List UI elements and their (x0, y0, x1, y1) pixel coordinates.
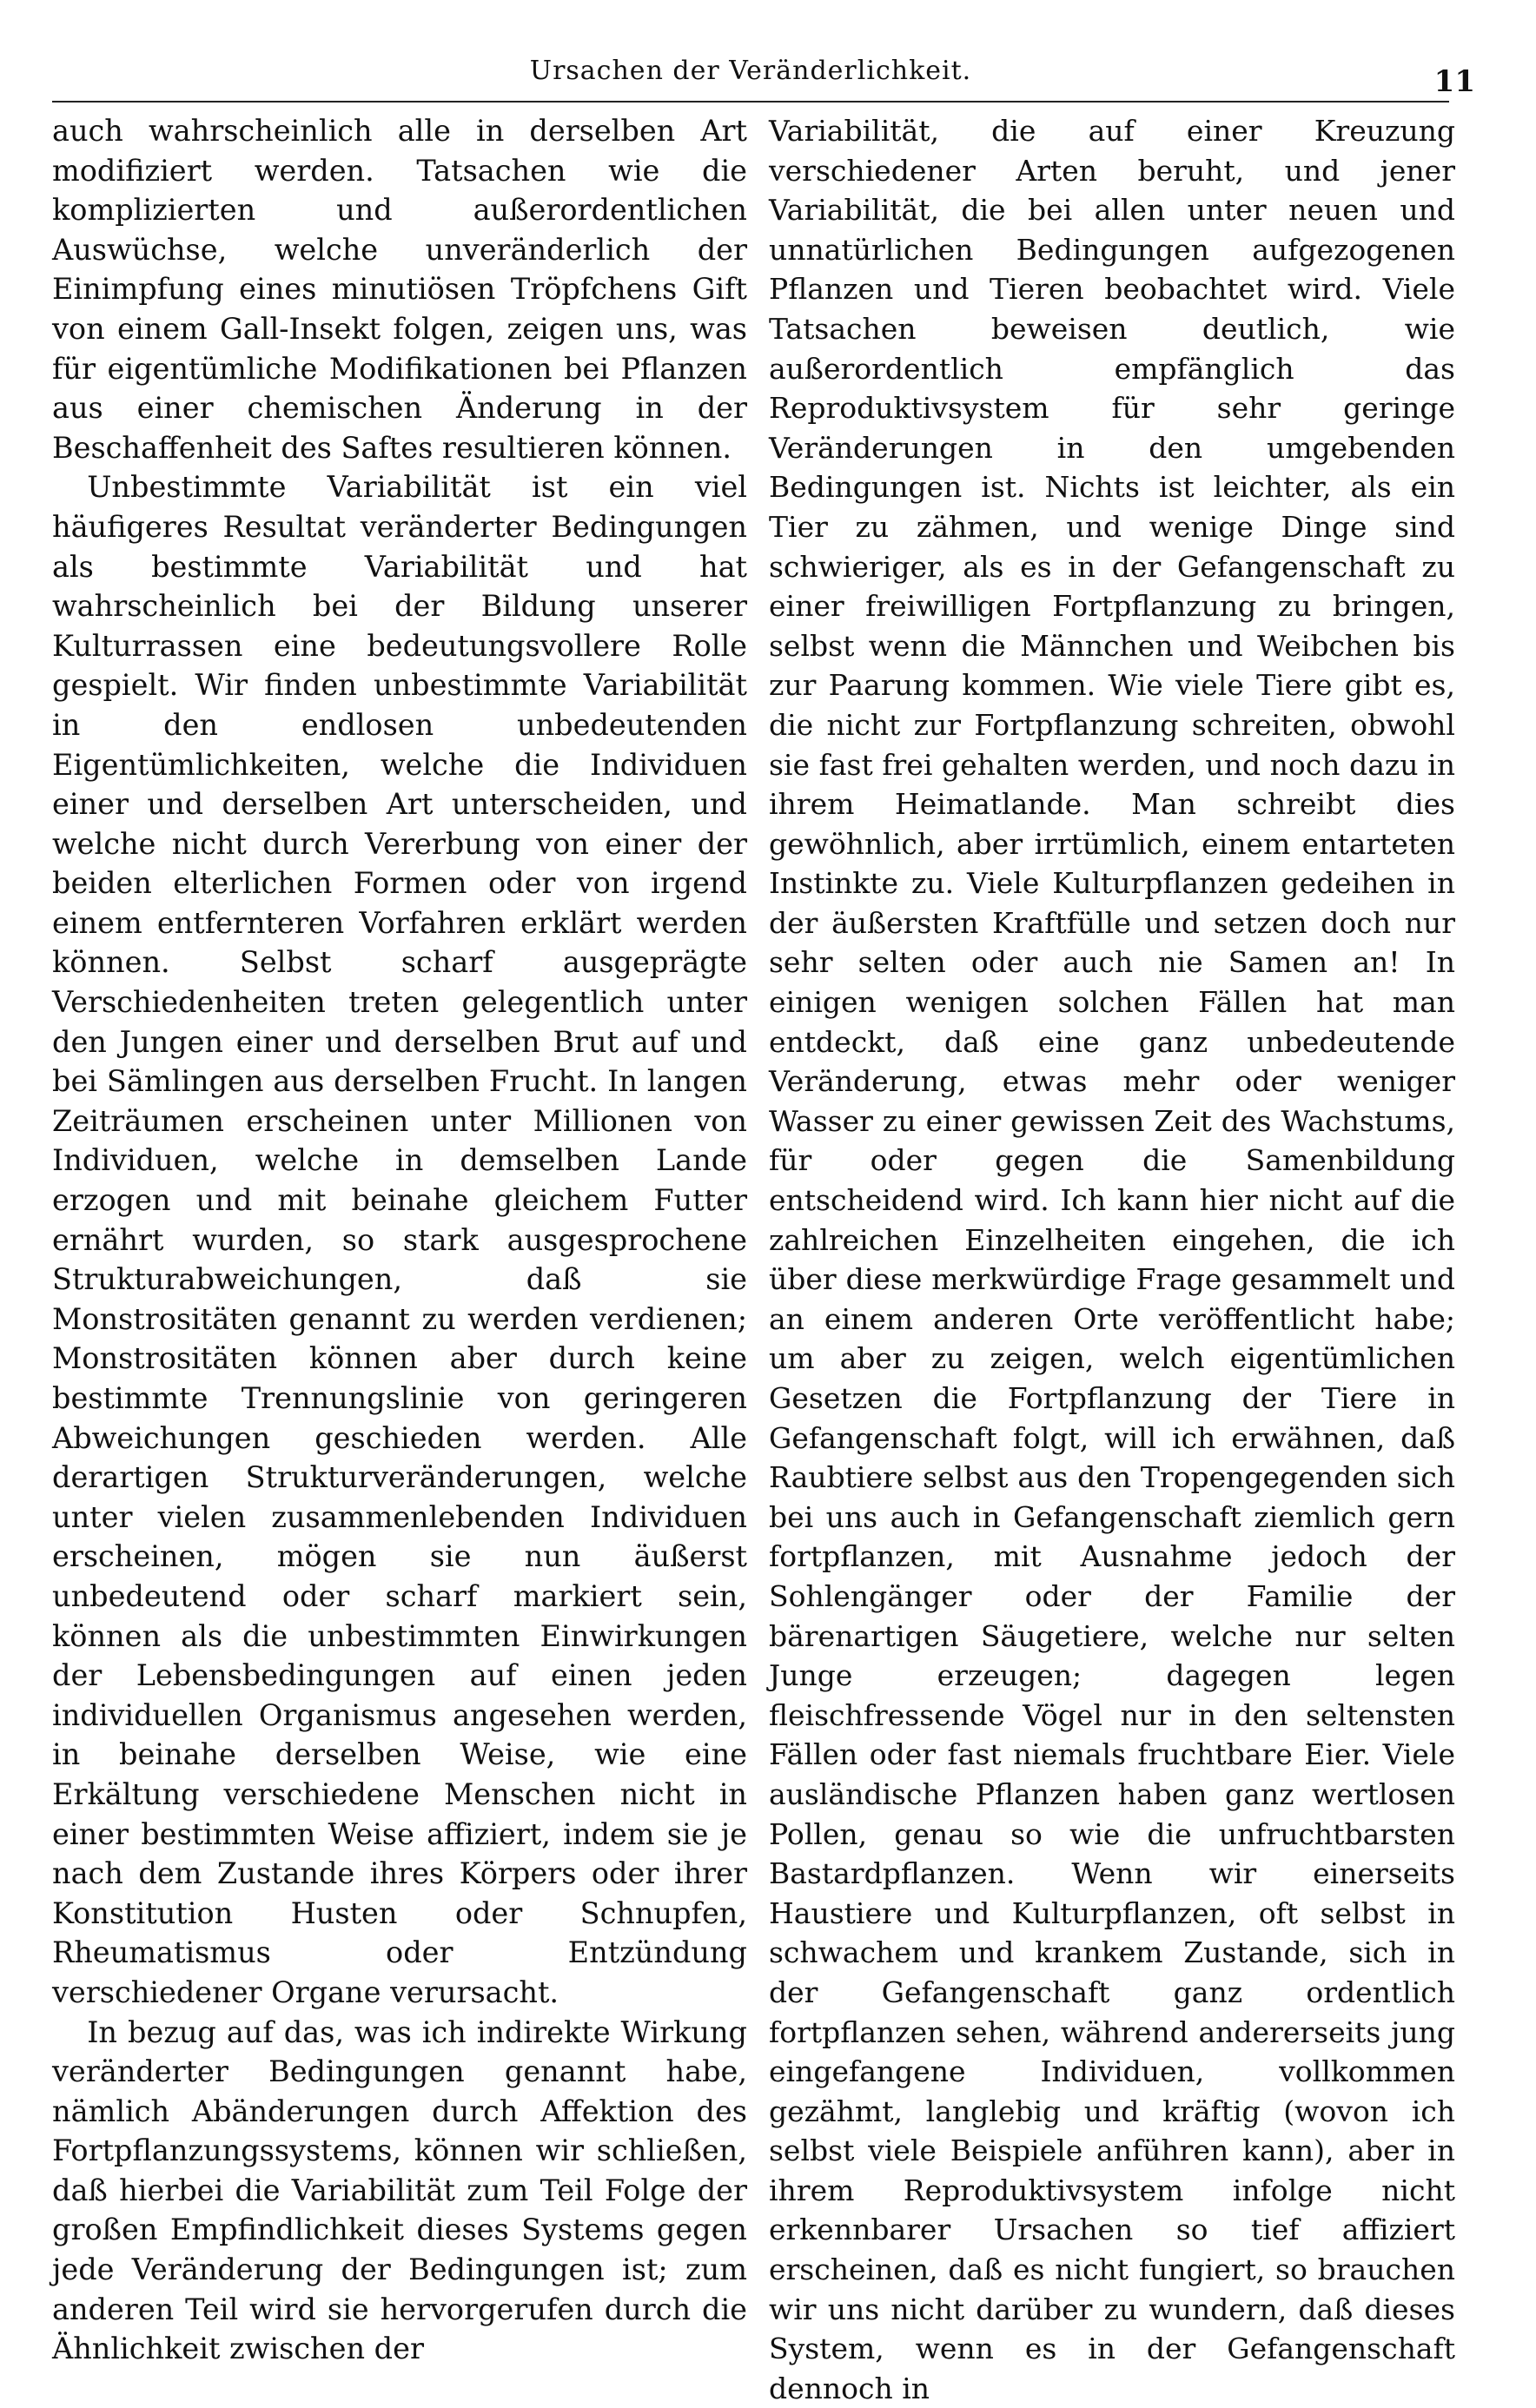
right-column (769, 111, 1455, 2408)
page-header (52, 52, 1475, 103)
left-paragraph-3: In bezug auf das, was ich indirekte Wirkung veränderter Bedingungen genannt habe, nämlich Abänderungen durch Affektion des Fortpflanzungssystems, können wir schließen, daß hierbei die Variabilität zum Teil Folge der großen Empfindlichkeit dieses Systems gegen jede Veränderung der Bedingungen ist; zum anderen Teil wird sie hervorgerufen durch die Ähnlichkeit zwischen der (52, 2014, 747, 2366)
left-paragraph-1: auch wahrscheinlich alle in derselben Art modifiziert werden. Tatsachen wie die komplizierten und außerordentlichen Auswüchse, welche unveränderlich der Einimpfung eines minutiösen Tröpfchens Gift von einem Gall-Insekt folgen, zeigen uns, was für eigentümliche Modifikationen bei Pflanzen aus einer chemischen Änderung in der Beschaffenheit des Saftes resultieren können. (52, 114, 747, 465)
page-number: 11 (1433, 64, 1475, 99)
right-paragraph-1: Variabilität, die auf einer Kreuzung verschiedener Arten beruht, und jener Variabilität, die bei allen unter neuen und unnatürlichen Bedingungen aufgezogenen Pflanzen und Tieren beobachtet wird. Viele Tatsachen beweisen deutlich, wie außerordentlich empfänglich das Reproduktivsystem für sehr geringe Veränderungen in den umgebenden Bedingungen ist. Nichts ist leichter, als ein Tier zu zähmen, und wenige Dinge sind schwieriger, als es in der Gefangenschaft zu einer freiwilligen Fortpflanzung zu bringen, selbst wenn die Männchen und Weibchen bis zur Paarung kommen. Wie viele Tiere gibt es, die nicht zur Fortpflanzung schreiten, obwohl sie fast frei gehalten werden, und noch dazu in ihrem Heimatlande. Man schreibt dies gewöhnlich, aber irrtümlich, einem entarteten Instinkte zu. Viele Kulturpflanzen gedeihen in der äußersten Kraftfülle und setzen doch nur sehr selten oder auch nie Samen an! In einigen wenigen solchen Fällen hat man entdeckt, daß eine ganz unbedeutende Veränderung, etwas mehr oder weniger Wasser zu einer gewissen Zeit des Wachstums, für oder gegen die Samenbildung entscheidend wird. Ich kann hier nicht auf die zahlreichen Einzelheiten eingehen, die ich über diese merkwürdige Frage gesammelt und an einem anderen Orte veröffentlicht habe; um aber zu zeigen, welch eigentümlichen Gesetzen die Fortpflanzung der Tiere in Gefangenschaft folgt, will ich erwähnen, daß Raubtiere selbst aus den Tropengegenden sich bei uns auch in Gefangenschaft ziemlich gern fortpflanzen, mit Ausnahme jedoch der Sohlengänger oder der Familie der bärenartigen Säugetiere, welche nur selten Junge erzeugen; dagegen legen fleischfressende Vögel nur in den seltensten Fällen oder fast niemals fruchtbare Eier. Viele ausländische Pflanzen haben ganz wertlosen Pollen, genau so wie die unfruchtbarsten Bastardpflanzen. Wenn wir einerseits Haustiere und Kulturpflanzen, oft selbst in schwachem und krankem Zustande, sich in der Gefangenschaft ganz ordentlich fortpflanzen sehen, während andererseits jung eingefangene Individuen, vollkommen gezähmt, langlebig und kräftig (wovon ich selbst viele Beispiele anführen kann), aber in ihrem Reproduktivsystem infolge nicht erkennbarer Ursachen so tief affiziert erscheinen, daß es nicht fungiert, so brauchen wir uns nicht darüber zu wundern, daß dieses System, wenn es in der Gefangenschaft dennoch in (769, 114, 1455, 2405)
running-title: Ursachen der Veränderlichkeit. (529, 56, 972, 86)
left-column (52, 111, 747, 2369)
left-paragraph-2: Unbestimmte Variabilität ist ein viel häufigeres Resultat veränderter Bedingungen als bestimmte Variabilität und hat wahrscheinlich bei der Bildung unserer Kulturrassen eine bedeutungsvollere Rolle gespielt. Wir finden unbestimmte Variabilität in den endlosen unbedeutenden Eigentümlichkeiten, welche die Individuen einer und derselben Art unterscheiden, und welche nicht durch Vererbung von einer der beiden elterlichen Formen oder von irgend einem entfernteren Vorfahren erklärt werden können. Selbst scharf ausgeprägte Verschiedenheiten treten gelegentlich unter den Jungen einer und derselben Brut auf und bei Sämlingen aus derselben Frucht. In langen Zeiträumen erscheinen unter Millionen von Individuen, welche in demselben Lande erzogen und mit beinahe gleichem Futter ernährt wurden, so stark ausgesprochene Strukturabweichungen, daß sie Monstrositäten genannt zu werden verdienen; Monstrositäten können aber durch keine bestimmte Trennungslinie von geringeren Abweichungen geschieden werden. Alle derartigen Strukturveränderungen, welche unter vielen zusammenlebenden Individuen erscheinen, mögen sie nun äußerst unbedeutend oder scharf markiert sein, können als die unbestimmten Einwirkungen der Lebensbedingungen auf einen jeden individuellen Organismus angesehen werden, in beinahe derselben Weise, wie eine Erkältung verschiedene Menschen nicht in einer bestimmten Weise affiziert, indem sie je nach dem Zustande ihres Körpers oder ihrer Konstitution Husten oder Schnupfen, Rheumatismus oder Entzündung verschiedener Organe verursacht. (52, 470, 747, 2009)
